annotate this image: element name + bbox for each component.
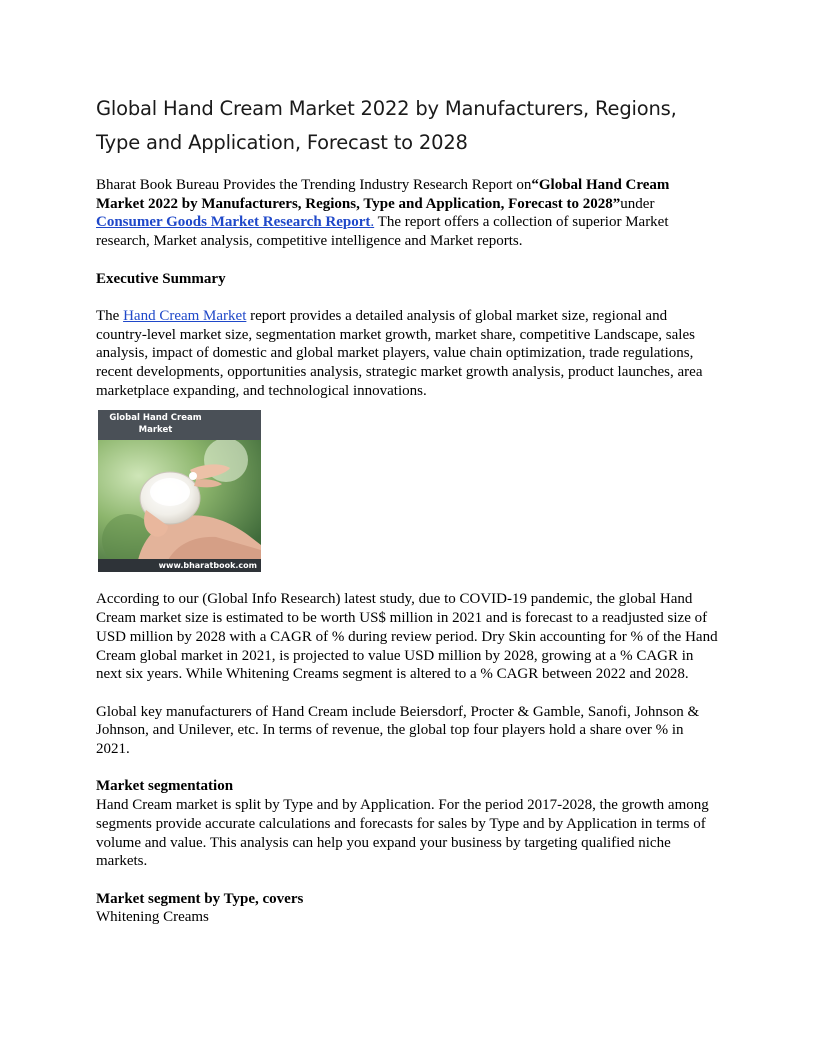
page-title: Global Hand Cream Market 2022 by Manufacturers, Regions, Type and Application, Forecast to 2028 <box>96 97 677 154</box>
image-caption-line-1: Global Hand Cream <box>109 413 202 424</box>
covid-paragraph: According to our (Global Info Research) latest study, due to COVID-19 pandemic, the global Hand Cream market size is estimated to be worth US$ million in 2021 and is forecast to a readjusted size of USD million by 2028 with a CAGR of % during review period. Dry Skin accounting for % of the Hand Cream global market in 2021, is projected to value USD million by 2028, growing at a % CAGR in next six years. While Whitening Creams segment is altered to a % CAGR between 2022 and 2028. <box>96 591 718 683</box>
manufacturers-paragraph: Global key manufacturers of Hand Cream include Beiersdorf, Procter & Gamble, Sanofi, Johnson & Johnson, and Unilever, etc. In terms of revenue, the global top four players hold a share over % in 2021. <box>96 703 700 758</box>
hand-cream-image <box>98 410 261 572</box>
intro-tail: The report offers a collection of superior Market research, Market analysis, competitive intelligence and Market reports. <box>96 214 669 250</box>
segment-type-item: Whitening Creams <box>96 909 209 926</box>
image-caption-line-2: Market <box>138 425 173 436</box>
image-caption <box>98 412 213 436</box>
market-segmentation-paragraph: Hand Cream market is split by Type and by Application. For the period 2017-2028, the growth among segments provide accurate calculations and forecasts for sales by Type and by Application in terms of volume and value. This analysis can help you expand your business by targeting qualified niche markets. <box>96 797 709 870</box>
market-segmentation-heading: Market segmentation <box>96 778 234 795</box>
exec-text: report provides a detailed analysis of global market size, regional and country-level market size, segmentation market growth, market share, competitive Landscape, sales analysis, impact of domestic and global market players, value chain optimization, trade regulations, recent developments, opportunities analysis, strategic market growth analysis, product launches, area marketplace expanding, and technological innovations. <box>96 307 703 399</box>
hand-cream-market-link[interactable]: Hand Cream Market <box>123 307 247 324</box>
consumer-goods-report-link[interactable]: Consumer Goods Market Research Report <box>96 214 371 231</box>
intro-paragraph <box>96 176 720 251</box>
link-period[interactable]: . <box>370 214 375 231</box>
hand-cream-photo <box>98 440 261 560</box>
executive-summary-paragraph <box>96 307 720 401</box>
segment-by-type-heading: Market segment by Type, covers <box>96 890 304 907</box>
intro-under: under <box>620 195 655 212</box>
document-page <box>96 92 720 927</box>
executive-summary-heading: Executive Summary <box>96 270 226 287</box>
intro-lead: Bharat Book Bureau Provides the Trending Industry Research Report on <box>96 177 532 193</box>
exec-lead: The <box>96 307 124 324</box>
report-name: “Global Hand Cream Market 2022 by Manufacturers, Regions, Type and Application, Forecast to 2028” <box>96 177 670 212</box>
image-watermark-url: www.bharatbook.com <box>98 559 261 572</box>
